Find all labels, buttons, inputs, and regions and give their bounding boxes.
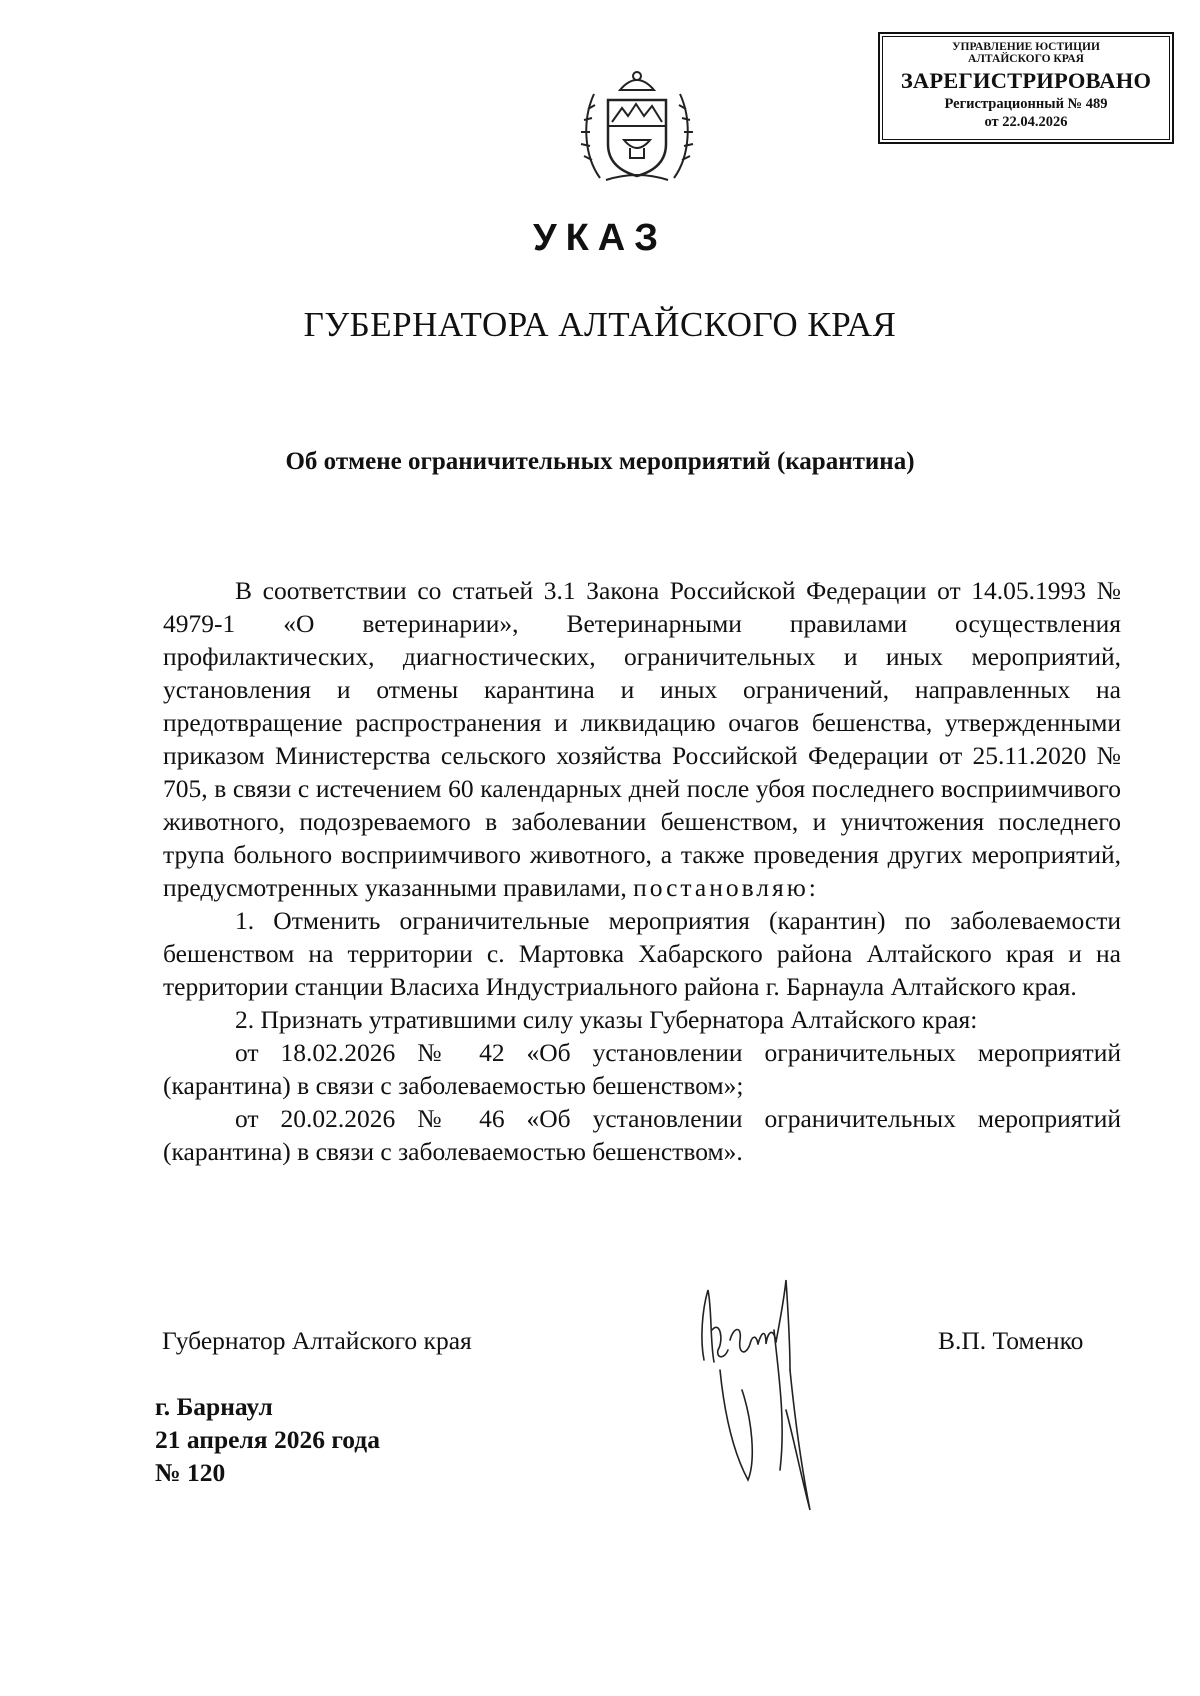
stamp-org-line1: УПРАВЛЕНИЕ ЮСТИЦИИ bbox=[952, 41, 1100, 53]
paragraph-item-1: 1. Отменить ограничительные мероприятия (карантин) по заболеваемости бешенством на территории с. Мартовка Хабарского района Алтайского края и на территории станции Власиха Индустриального района г. Барнаула Алтайского края. bbox=[163, 906, 1121, 1001]
document-number: № 120 bbox=[155, 1458, 226, 1487]
paragraph-item-2: 2. Признать утратившими силу указы Губернатора Алтайского края: bbox=[235, 1005, 978, 1034]
preamble-text: В соответствии со статьей 3.1 Закона Российской Федерации от 14.05.1993 № 4979-1 «О ветеринарии», Ветеринарными правилами осуществления профилактических, диагностических, ограничительных и иных мероприятий, установления и отмены карантина и иных ограничений, направленных на предотвращение распространения и ликвидацию очагов бешенства, утвержденными приказом Министерства сельского хозяйства Российской Федерации от 25.11.2020 № 705, в связи с истечением 60 календарных дней после убоя последнего восприимчивого животного, подозреваемого в заболевании бешенством, и уничтожения последнего трупа больного восприимчивого животного, а также проведения других мероприятий, предусмотренных указанными правилами, bbox=[163, 576, 1121, 902]
stamp-reg-number: Регистрационный № 489 bbox=[944, 96, 1108, 112]
document-date: 21 апреля 2026 года bbox=[155, 1425, 380, 1454]
document-body bbox=[163, 574, 1121, 1168]
stamp-status: ЗАРЕГИСТРИРОВАНО bbox=[900, 68, 1152, 93]
document-city: г. Барнаул bbox=[155, 1392, 273, 1421]
stamp-org-line2: АЛТАЙСКОГО КРАЯ bbox=[968, 53, 1084, 65]
paragraph-repeal-2: от 20.02.2026 № 46 «Об установлении ограничительных мероприятий (карантина) в связи с заболеваемостью бешенством». bbox=[163, 1104, 1121, 1166]
stamp-reg-date: от 22.04.2026 bbox=[984, 114, 1068, 130]
signatory-name: В.П. Томенко bbox=[938, 1326, 1084, 1355]
coat-of-arms-icon bbox=[578, 60, 696, 186]
document-title: УКАЗ bbox=[532, 217, 668, 259]
handwritten-signature bbox=[690, 1270, 840, 1520]
paragraph-preamble bbox=[163, 574, 1121, 904]
document-heading: Об отмене ограничительных мероприятий (карантина) bbox=[285, 448, 915, 475]
signatory-position: Губернатор Алтайского края bbox=[162, 1326, 472, 1355]
document-subtitle: ГУБЕРНАТОРА АЛТАЙСКОГО КРАЯ bbox=[303, 305, 897, 344]
document-place-date bbox=[155, 1390, 380, 1489]
registration-stamp bbox=[878, 32, 1174, 144]
decree-word: постановляю: bbox=[633, 873, 819, 902]
paragraph-repeal-1: от 18.02.2026 № 42 «Об установлении ограничительных мероприятий (карантина) в связи с заболеваемостью бешенством»; bbox=[163, 1038, 1121, 1100]
